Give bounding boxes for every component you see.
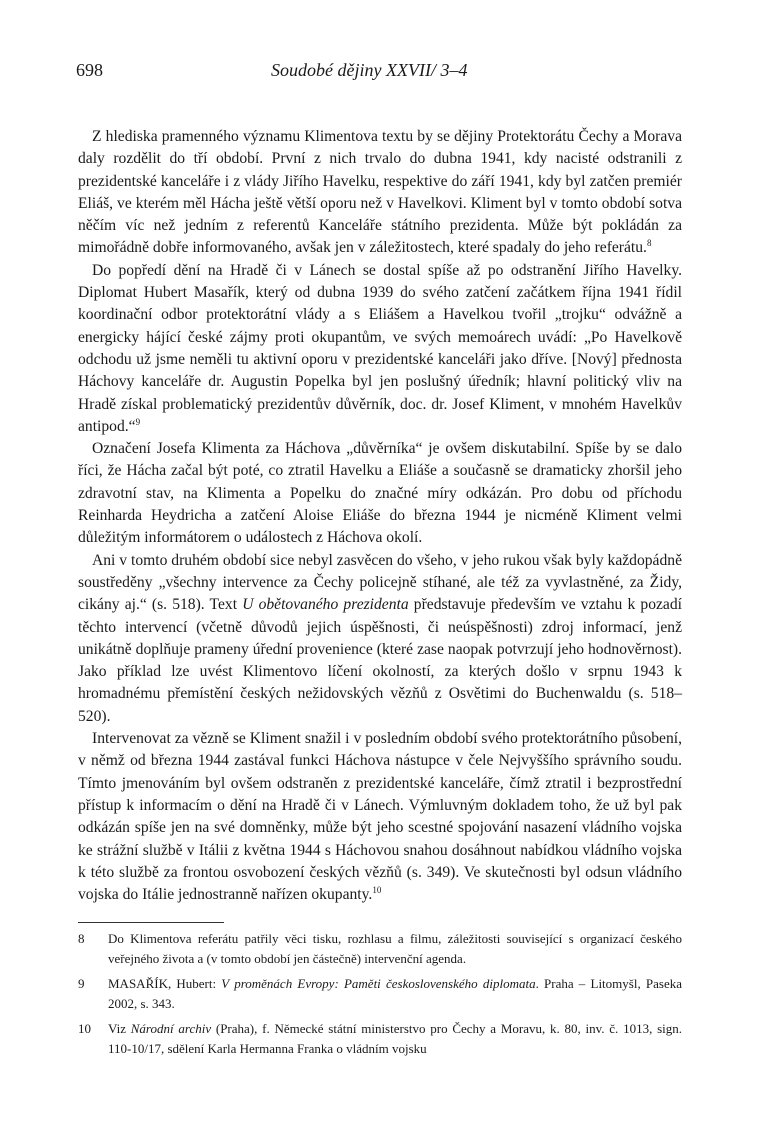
book-title: U obětovaného prezidenta xyxy=(242,596,409,614)
footnote-divider xyxy=(78,922,224,923)
paragraph-5-text: Intervenovat za vězně se Kliment snažil i v posledním období svého protektorátního působení, v němž od března 1944 zastával funkci Háchova nástupce v čele Nejvyššího správního soudu. Tímto jmenováním byl ovšem odstraněn z prezidentské kanceláře, čímž ztratil i bezprostřední přístup k informacím o dění na Hradě či v Lánech. Výmluvným dokladem toho, že už byl pak odkázán spíše jen na své domněnky, může být jeho scestné spojování nasazení vládního vojska ke strážní službě v Itálii z května 1944 s Háchovou snahou dosáhnout nabídkou vládního vojska k této službě za frontou osvobození českých vězňů (s. 349). Ve skutečnosti byl odsun vládního vojska do Itálie jednostranně nařízen okupanty. xyxy=(78,730,682,904)
paragraph-4-text-b: představuje především ve vztahu k pozadí těchto intervencí (včetně důvodů jejich úspěšnosti, či neúspěšnosti) zdroj informací, jenž unikátně doplňuje prameny úřední provenience (které zase naopak potvrzují jeho hodnověrnost). Jako příklad lze uvést Klimentovo líčení okolností, za kterých došlo v srpnu 1943 k hromadnému přemístění českých nežidovských vězňů z Osvětimi do Buchenwaldu (s. 518–520). xyxy=(78,596,682,725)
footnote-archive-detail: (Praha), f. Německé státní ministerstvo pro Čechy a Moravu, k. 80, inv. č. 1013, sign. 110-10/17, sdělení Karla Hermanna Franka o vládním vojsku xyxy=(108,1021,682,1056)
footnotes xyxy=(78,929,682,1064)
footnote-ref-10[interactable]: 10 xyxy=(372,884,382,895)
footnote-10 xyxy=(78,1019,682,1058)
article-body xyxy=(78,126,682,906)
footnote-number: 10 xyxy=(78,1021,91,1036)
paragraph-5 xyxy=(78,728,682,906)
footnote-prefix: Viz xyxy=(108,1021,131,1036)
page-header xyxy=(76,60,678,86)
page-number: 698 xyxy=(76,60,103,80)
running-title: Soudobé dějiny XXVII/ 3–4 xyxy=(271,60,468,80)
paragraph-4-text-a: Ani v tomto druhém období sice nebyl zasvěcen do všeho, v jeho rukou však byly každopádně soustředěny „všechny intervence za Čechy policejně stíhané, ale též za vyvlastněné, za Židy, cikány aj.“ (s. 518). Text xyxy=(78,551,682,614)
paragraph-3-text: Označení Josefa Klimenta za Háchova „důvěrníka“ je ovšem diskutabilní. Spíše by se dalo říci, že Hácha začal být poté, co ztratil Havelku a Eliáše a současně se dramaticky zhoršil jeho zdravotní stav, na Klimenta a Popelku do značné míry odkázán. Pro dobu od příchodu Reinharda Heydricha a zatčení Aloise Eliáše do března 1944 je nicméně Kliment velmi důležitým informátorem o událostech z Háchova okolí. xyxy=(78,440,682,547)
footnote-author: MASAŘÍK, Hubert: xyxy=(108,976,222,991)
footnote-ref-9[interactable]: 9 xyxy=(135,416,141,427)
paragraph-3 xyxy=(78,438,682,549)
footnote-ref-8[interactable]: 8 xyxy=(646,238,652,249)
paragraph-2 xyxy=(78,260,682,438)
paragraph-1 xyxy=(78,126,682,260)
footnote-publication: . Praha – Litomyšl, Paseka 2002, s. 343. xyxy=(108,976,682,1011)
footnote-text xyxy=(108,1019,682,1058)
footnote-9 xyxy=(78,974,682,1013)
paragraph-4 xyxy=(78,550,682,728)
footnote-number: 8 xyxy=(78,931,85,946)
paragraph-1-text: Z hlediska pramenného významu Klimentova textu by se dějiny Protektorátu Čechy a Morava daly rozdělit do tří období. První z nich trvalo do dubna 1941, kdy nacisté odstranili z prezidentské kanceláře i z vlády Jiřího Havelku, respektive do září 1941, kdy byl zatčen premiér Eliáš, ve kterém měl Hácha ještě větší oporu než v Havelkovi. Kliment byl v tomto období sotva něčím víc než jedním z referentů Kanceláře státního prezidenta. Může být pokládán za mimořádně dobře informovaného, avšak jen v záležitostech, které spadaly do jeho referátu. xyxy=(78,128,682,257)
footnote-number: 9 xyxy=(78,976,85,991)
footnote-text: Do Klimentova referátu patřily věci tisku, rozhlasu a filmu, záležitosti související s organizací českého veřejného života a (v tomto období jen částečně) intervenční agenda. xyxy=(108,931,682,966)
paragraph-2-text: Do popředí dění na Hradě či v Lánech se dostal spíše až po odstranění Jiřího Havelky. Diplomat Hubert Masařík, který od dubna 1939 do svého zatčení začátkem října 1941 řídil koordinační odbor protektorátní vlády a s Eliášem a Havelkou tvořil „trojku“ odvážně a energicky hájící české zájmy proti okupantům, ve svých memoárech uvádí: „Po Havelkově odchodu už jsme neměli tu aktivní oporu v prezidentské kanceláři jako dříve. [Nový] přednosta Háchovy kanceláře dr. Augustin Popelka byl jen poslušný úředník; hlavní politický vliv na Hradě získal problematický prezidentův důvěrník, doc. dr. Josef Kliment, v mnohém Havelkův antipod.“ xyxy=(78,261,682,435)
footnote-text xyxy=(108,974,682,1013)
footnote-title: V proměnách Evropy: Paměti československého diplomata xyxy=(221,976,536,991)
footnote-title: Národní archiv xyxy=(130,1021,212,1036)
footnote-8 xyxy=(78,929,682,968)
